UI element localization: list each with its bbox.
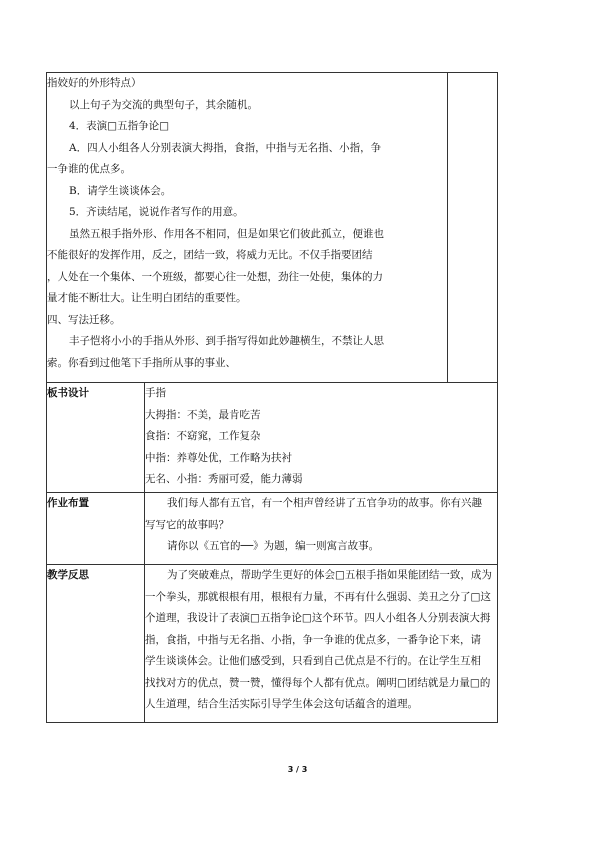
reflection-line: 指，食指，中指与无名指、小指，争一争谁的优点多，一番争论下来，请	[145, 633, 481, 646]
text-line: ，人处在一个集体、一个班级，都要心往一处想，劲往一处使，集体的力	[47, 270, 383, 283]
text-line: 以上句子为交流的典型句子，其余随机。	[69, 98, 258, 111]
homework-line: 请你以《五官的──》为题，编一则寓言故事。	[167, 540, 380, 552]
homework-line: 我们每人都有五官，有一个相声曾经讲了五官争功的故事。你有兴趣	[167, 497, 482, 509]
homework-line: 写写它的故事吗？	[145, 518, 229, 531]
lesson-plan-table	[46, 72, 498, 723]
reflection-line: 人生道理，结合生活实际引导学生体会这句话蕴含的道理。	[145, 698, 418, 710]
reflection-line: 一个拳头，那就根根有用，根根有力量，不再有什么强弱、美丑之分了□这	[145, 590, 491, 603]
reflection-label: 教学反思	[47, 565, 145, 723]
reflection-line: 找找对方的优点，赞一赞，懂得每个人都有优点。阐明□团结就是力量□的	[145, 676, 491, 689]
board-design-cell	[145, 383, 498, 493]
side-column-cell	[448, 73, 498, 383]
top-section-cell	[47, 73, 448, 383]
homework-row	[47, 493, 498, 565]
reflection-line: 为了突破难点，帮助学生更好的体会□五根手指如果能团结一致，成为	[167, 569, 492, 581]
board-title: 手指	[145, 387, 166, 399]
text-line: 不能很好的发挥作用，反之，团结一致，将威力无比。不仅手指要团结	[47, 249, 373, 261]
text-line: 索。你看到过他笔下手指所从事的事业、	[47, 356, 236, 369]
board-design-label: 板书设计	[47, 383, 145, 493]
page-number: 3 / 3	[287, 765, 308, 774]
board-line: 大拇指：不美，最肯吃苦	[145, 408, 261, 421]
text-line: 量才能不断壮大。让生明白团结的重要性。	[47, 292, 247, 304]
board-design-row	[47, 383, 498, 493]
text-line: 4．表演□五指争论□	[69, 120, 170, 132]
board-line: 中指：养尊处优，工作略为扶衬	[145, 451, 292, 464]
text-line: 5．齐读结尾，说说作者写作的用意。	[69, 206, 244, 218]
text-line: 指姣好的外形特点）	[47, 77, 142, 89]
text-line: 丰子恺将小小的手指从外形、到手指写得如此妙趣横生，不禁让人思	[69, 335, 384, 347]
homework-cell	[145, 493, 498, 565]
reflection-cell	[145, 565, 498, 723]
board-line: 食指：不窈窕，工作复杂	[145, 430, 261, 442]
text-line: 一争谁的优点多。	[47, 163, 131, 175]
text-line: 虽然五根手指外形、作用各不相同，但是如果它们彼此孤立，便谁也	[69, 227, 384, 240]
reflection-line: 个道理，我设计了表演□五指争论□这个环节。四人小组各人分别表演大拇	[145, 612, 491, 624]
reflection-row	[47, 565, 498, 723]
text-line: A．四人小组各人分别表演大拇指，食指，中指与无名指、小指，争	[69, 141, 382, 154]
homework-label: 作业布置	[47, 493, 145, 565]
board-line: 无名、小指：秀丽可爱，能力薄弱	[145, 473, 303, 485]
reflection-line: 学生谈谈体会。让他们感受到，只看到自己优点是不行的。在让学生互相	[145, 655, 481, 667]
text-line: B．请学生谈谈体会。	[69, 184, 172, 197]
top-section-row	[47, 73, 498, 383]
section-heading: 四、写法迁移。	[47, 313, 121, 326]
